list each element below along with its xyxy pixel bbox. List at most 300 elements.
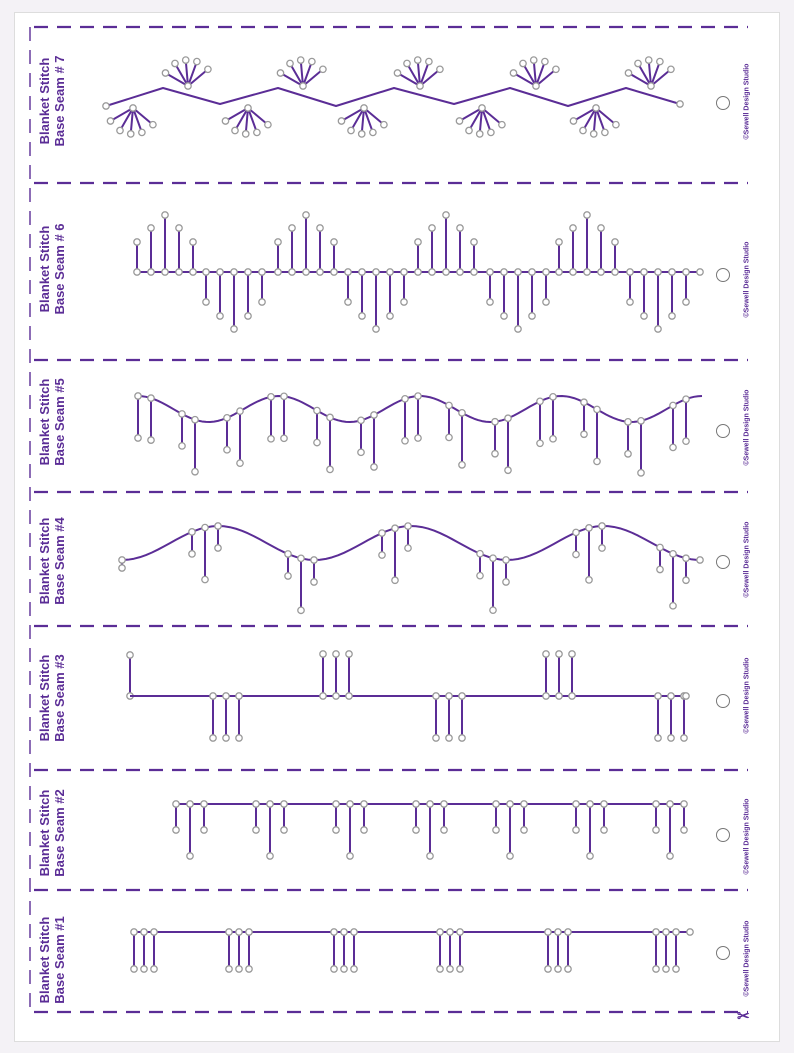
seam-label-line2: Base Seam #4 [52, 517, 67, 605]
stitch-knot [341, 929, 347, 935]
stitch-knot [488, 129, 494, 135]
stitch-knot [545, 966, 551, 972]
stitch-knot [341, 966, 347, 972]
credit-text: ©Sewell Design Studio [743, 521, 751, 598]
stitch-knot [401, 269, 407, 275]
stitch-knot [456, 118, 462, 124]
stitch-knot [246, 929, 252, 935]
credit-text: ©Sewell Design Studio [743, 63, 751, 140]
stitch-knot [543, 651, 549, 657]
credit-text: ©Sewell Design Studio [743, 241, 751, 318]
stitch-knot [203, 269, 209, 275]
stitch-knot [327, 466, 333, 472]
stitch-knot [379, 530, 385, 536]
stitch-knot [477, 131, 483, 137]
stitch-knot [373, 269, 379, 275]
stitch-knot [245, 269, 251, 275]
stitch-knot [565, 929, 571, 935]
stitch-knot [602, 129, 608, 135]
stitch-knot [245, 105, 251, 111]
stitch-knot [663, 929, 669, 935]
stitch-knot [667, 801, 673, 807]
stitch-knot [223, 693, 229, 699]
stitch-knot [581, 399, 587, 405]
stitch-knot [217, 313, 223, 319]
stitch-knot [490, 607, 496, 613]
stitch-knot [402, 438, 408, 444]
stitch-knot [599, 545, 605, 551]
stitch-knot [303, 212, 309, 218]
stitch-knot [148, 269, 154, 275]
stitch-knot [187, 801, 193, 807]
stitch-knot [320, 693, 326, 699]
stitch-knot [683, 438, 689, 444]
stitch-knot [677, 101, 683, 107]
stitch-knot [441, 827, 447, 833]
seam-label-line2: Base Seam #5 [52, 378, 67, 466]
stitch-knot [243, 131, 249, 137]
stitch-knot [162, 269, 168, 275]
stitch-knot [237, 460, 243, 466]
scissors-icon: ✂ [737, 1008, 750, 1025]
punch-hole [716, 828, 730, 842]
seam-label-line2: Base Seam # 6 [52, 223, 67, 315]
stitch-knot [135, 393, 141, 399]
stitch-knot [681, 735, 687, 741]
stitch-knot [162, 70, 168, 76]
stitch-knot [570, 118, 576, 124]
seam-label-line2: Base Seam # 7 [52, 55, 67, 147]
stitch-knot [275, 269, 281, 275]
stitch-knot [203, 299, 209, 305]
stitch-knot [429, 269, 435, 275]
stitch-knot [543, 269, 549, 275]
stitch-knot [443, 269, 449, 275]
stitch-knot [668, 735, 674, 741]
stitch-knot [210, 735, 216, 741]
stitch-knot [192, 417, 198, 423]
stitch-knot [555, 929, 561, 935]
stitch-knot [555, 966, 561, 972]
stitch-knot [202, 576, 208, 582]
stitch-knot [317, 269, 323, 275]
stitch-knot [392, 577, 398, 583]
stitch-knot [190, 239, 196, 245]
stitch-knot [627, 269, 633, 275]
stitch-knot [673, 929, 679, 935]
stitch-knot [333, 801, 339, 807]
stitch-knot [446, 434, 452, 440]
stitch-knot [433, 735, 439, 741]
stitch-knot [148, 225, 154, 231]
stitch-knot [268, 394, 274, 400]
stitch-knot [268, 436, 274, 442]
stitch-knot [427, 853, 433, 859]
stitch-knot [331, 239, 337, 245]
stitch-knot [598, 225, 604, 231]
seam-label-1 [37, 885, 67, 1035]
stitch-knot [459, 735, 465, 741]
seam-label-line1: Blanket Stitch [37, 517, 52, 605]
stitch-knot [492, 419, 498, 425]
stitch-knot [657, 58, 663, 64]
stitch-knot [646, 57, 652, 63]
stitch-knot [217, 269, 223, 275]
stitch-knot [236, 966, 242, 972]
stitch-knot [612, 239, 618, 245]
stitch-knot [275, 239, 281, 245]
stitch-knot [128, 131, 134, 137]
stitch-knot [417, 83, 423, 89]
stitch-knot [570, 269, 576, 275]
stitch-knot [404, 60, 410, 66]
stitch-knot [210, 693, 216, 699]
stitch-knot [117, 127, 123, 133]
stitch-knot [202, 524, 208, 530]
stitch-knot [148, 395, 154, 401]
stitch-knot [487, 299, 493, 305]
stitch-knot [259, 269, 265, 275]
stitch-knot [347, 853, 353, 859]
stitch-knot [537, 398, 543, 404]
stitch-knot [371, 464, 377, 470]
stitch-knot [457, 966, 463, 972]
stitch-knot [446, 402, 452, 408]
stitch-knot [670, 444, 676, 450]
stitch-knot [265, 122, 271, 128]
stitch-knot [625, 451, 631, 457]
stitch-knot [669, 269, 675, 275]
stitch-knot [361, 801, 367, 807]
stitch-knot [556, 651, 562, 657]
stitch-knot [413, 827, 419, 833]
stitch-knot [653, 827, 659, 833]
stitch-knot [655, 269, 661, 275]
stitch-knot [531, 57, 537, 63]
stitch-knot [655, 326, 661, 332]
stitch-knot [331, 929, 337, 935]
stitch-knot [573, 827, 579, 833]
stitch-knot [134, 269, 140, 275]
stitch-knot [612, 269, 618, 275]
stitch-knot [333, 651, 339, 657]
stitch-knot [447, 929, 453, 935]
stitch-knot [556, 239, 562, 245]
stitch-knot [236, 693, 242, 699]
stitch-knot [134, 239, 140, 245]
stitch-knot [359, 313, 365, 319]
stitch-knot [569, 693, 575, 699]
stitch-knot [192, 469, 198, 475]
stitch-knot [657, 544, 663, 550]
stitch-knot [236, 929, 242, 935]
stitch-knot [183, 57, 189, 63]
stitch-knot [655, 693, 661, 699]
stitch-knot [493, 827, 499, 833]
punch-hole [716, 555, 730, 569]
stitch-knot [358, 449, 364, 455]
stitch-knot [505, 467, 511, 473]
stitch-knot [345, 269, 351, 275]
stitch-knot [379, 552, 385, 558]
stitch-knot [594, 406, 600, 412]
stitch-knot [683, 396, 689, 402]
stitch-knot [245, 313, 251, 319]
stitch-knot [683, 299, 689, 305]
stitch-knot [681, 827, 687, 833]
stitch-knot [311, 557, 317, 563]
stitch-knot [580, 127, 586, 133]
stitch-knot [285, 573, 291, 579]
stitch-knot [573, 551, 579, 557]
stitch-knot [119, 565, 125, 571]
stitch-knot [521, 801, 527, 807]
stitch-knot [222, 118, 228, 124]
stitch-knot [587, 801, 593, 807]
credit-text: ©Sewell Design Studio [743, 657, 751, 734]
stitch-knot [187, 853, 193, 859]
stitch-knot [387, 313, 393, 319]
stitch-knot [499, 122, 505, 128]
stitch-knot [443, 212, 449, 218]
seam-label-line2: Base Seam #2 [52, 789, 67, 877]
stitch-knot [371, 412, 377, 418]
stitch-knot [446, 693, 452, 699]
stitch-knot [179, 411, 185, 417]
stitch-knot [550, 394, 556, 400]
stitch-knot [150, 122, 156, 128]
stitch-knot [231, 326, 237, 332]
seam-label-5 [37, 347, 67, 497]
stitch-knot [586, 525, 592, 531]
stitch-knot [697, 557, 703, 563]
stitch-knot [466, 127, 472, 133]
stitch-knot [190, 269, 196, 275]
punch-hole [716, 694, 730, 708]
stitch-knot [298, 607, 304, 613]
stitch-knot [437, 66, 443, 72]
stitch-knot [490, 555, 496, 561]
stitch-knot [441, 801, 447, 807]
stitch-knot [333, 693, 339, 699]
seam-label-7 [37, 26, 67, 176]
stitch-knot [131, 929, 137, 935]
stitch-knot [459, 693, 465, 699]
stitch-knot [673, 966, 679, 972]
seam-label-line1: Blanket Stitch [37, 789, 52, 877]
punch-hole [716, 96, 730, 110]
stitch-knot [394, 70, 400, 76]
stitch-knot [457, 225, 463, 231]
stitch-knot [553, 66, 559, 72]
base-seam-line [122, 526, 698, 560]
stitch-knot [653, 966, 659, 972]
stitch-knot [599, 523, 605, 529]
stitch-knot [601, 827, 607, 833]
stitch-knot [387, 269, 393, 275]
stitch-knot [311, 579, 317, 585]
stitch-knot [433, 693, 439, 699]
stitch-knot [663, 966, 669, 972]
stitch-knot [569, 651, 575, 657]
stitch-knot [148, 437, 154, 443]
stitch-knot [507, 853, 513, 859]
stitch-knot [415, 269, 421, 275]
stitch-knot [236, 735, 242, 741]
stitch-knot [613, 122, 619, 128]
stitch-knot [487, 269, 493, 275]
stitch-knot [331, 269, 337, 275]
stitch-knot [669, 313, 675, 319]
stitch-knot [503, 579, 509, 585]
stitch-knot [361, 827, 367, 833]
seam-label-3 [37, 623, 67, 773]
stitch-knot [598, 269, 604, 275]
stitch-knot [346, 651, 352, 657]
stitch-knot [627, 299, 633, 305]
stitch-knot [381, 122, 387, 128]
stitch-knot [373, 326, 379, 332]
base-seam-line [138, 396, 702, 422]
stitch-knot [429, 225, 435, 231]
stitch-knot [331, 966, 337, 972]
stitch-knot [151, 929, 157, 935]
stitch-knot [542, 58, 548, 64]
stitch-knot [457, 269, 463, 275]
seam-label-line1: Blanket Stitch [37, 378, 52, 466]
stitch-knot [570, 225, 576, 231]
stitch-knot [289, 225, 295, 231]
stitch-knot [162, 212, 168, 218]
stitch-knot [537, 440, 543, 446]
stitch-knot [625, 70, 631, 76]
stitch-knot [515, 326, 521, 332]
stitch-knot [641, 313, 647, 319]
stitch-knot [179, 443, 185, 449]
stitch-knot [687, 929, 693, 935]
stitch-knot [653, 801, 659, 807]
stitch-knot [581, 431, 587, 437]
stitch-knot [529, 269, 535, 275]
seam-label-line1: Blanket Stitch [37, 654, 52, 742]
stitch-knot [667, 853, 673, 859]
stitch-knot [320, 66, 326, 72]
stitch-knot [638, 470, 644, 476]
stitch-knot [370, 129, 376, 135]
stitch-knot [226, 966, 232, 972]
stitch-knot [415, 435, 421, 441]
stitch-knot [141, 929, 147, 935]
stitch-knot [107, 118, 113, 124]
stitch-knot [683, 693, 689, 699]
stitch-knot [515, 269, 521, 275]
stitch-knot [172, 60, 178, 66]
punch-hole [716, 424, 730, 438]
stitch-knot [309, 58, 315, 64]
stitch-knot [314, 407, 320, 413]
stitch-knot [573, 801, 579, 807]
stitch-knot [655, 735, 661, 741]
stitch-knot [402, 396, 408, 402]
stitch-knot [683, 577, 689, 583]
stitch-knot [348, 127, 354, 133]
stitch-knot [303, 269, 309, 275]
stitch-knot [593, 105, 599, 111]
stitch-knot [415, 393, 421, 399]
stitch-knot [267, 801, 273, 807]
stitch-knot [459, 410, 465, 416]
stitch-knot [477, 572, 483, 578]
stitch-knot [446, 735, 452, 741]
seam-label-line2: Base Seam #3 [52, 654, 67, 742]
stitch-knot [573, 529, 579, 535]
stitch-knot [351, 966, 357, 972]
stitch-knot [226, 929, 232, 935]
stitch-knot [505, 415, 511, 421]
stitch-knot [103, 103, 109, 109]
stitch-knot [670, 402, 676, 408]
stitch-knot [254, 129, 260, 135]
stitch-knot [317, 225, 323, 231]
stitch-knot [556, 693, 562, 699]
stitch-knot [427, 801, 433, 807]
stitch-knot [201, 801, 207, 807]
stitch-knot [224, 447, 230, 453]
stitch-knot [285, 551, 291, 557]
stitch-knot [437, 929, 443, 935]
stitch-knot [457, 929, 463, 935]
stitch-knot [405, 523, 411, 529]
stitch-knot [501, 269, 507, 275]
stitch-knot [139, 129, 145, 135]
stitch-knot [503, 557, 509, 563]
stitch-knot [267, 853, 273, 859]
stitch-knot [479, 105, 485, 111]
stitch-knot [670, 603, 676, 609]
stitch-knot [543, 693, 549, 699]
stitch-knot [392, 525, 398, 531]
stitch-knot [492, 451, 498, 457]
stitch-knot [314, 439, 320, 445]
stitch-knot [253, 801, 259, 807]
stitch-knot [447, 966, 453, 972]
stitch-knot [471, 239, 477, 245]
stitch-knot [529, 313, 535, 319]
stitch-knot [587, 853, 593, 859]
seam-label-4 [37, 486, 67, 636]
stitch-knot [635, 60, 641, 66]
stitch-knot [189, 529, 195, 535]
stitch-knot [521, 827, 527, 833]
stitch-knot [594, 458, 600, 464]
stitch-knot [638, 418, 644, 424]
stitch-knot [185, 83, 191, 89]
stitch-knot [135, 435, 141, 441]
stitch-knot [697, 269, 703, 275]
stitch-knot [173, 827, 179, 833]
stitch-knot [653, 929, 659, 935]
seam-label-line2: Base Seam #1 [52, 916, 67, 1004]
stitch-knot [668, 693, 674, 699]
stitch-knot [224, 415, 230, 421]
stitch-knot [346, 693, 352, 699]
stitch-knot [289, 269, 295, 275]
stitch-knot [584, 212, 590, 218]
stitch-knot [351, 929, 357, 935]
stitch-knot [550, 436, 556, 442]
stitch-knot [173, 801, 179, 807]
stitch-knot [668, 66, 674, 72]
